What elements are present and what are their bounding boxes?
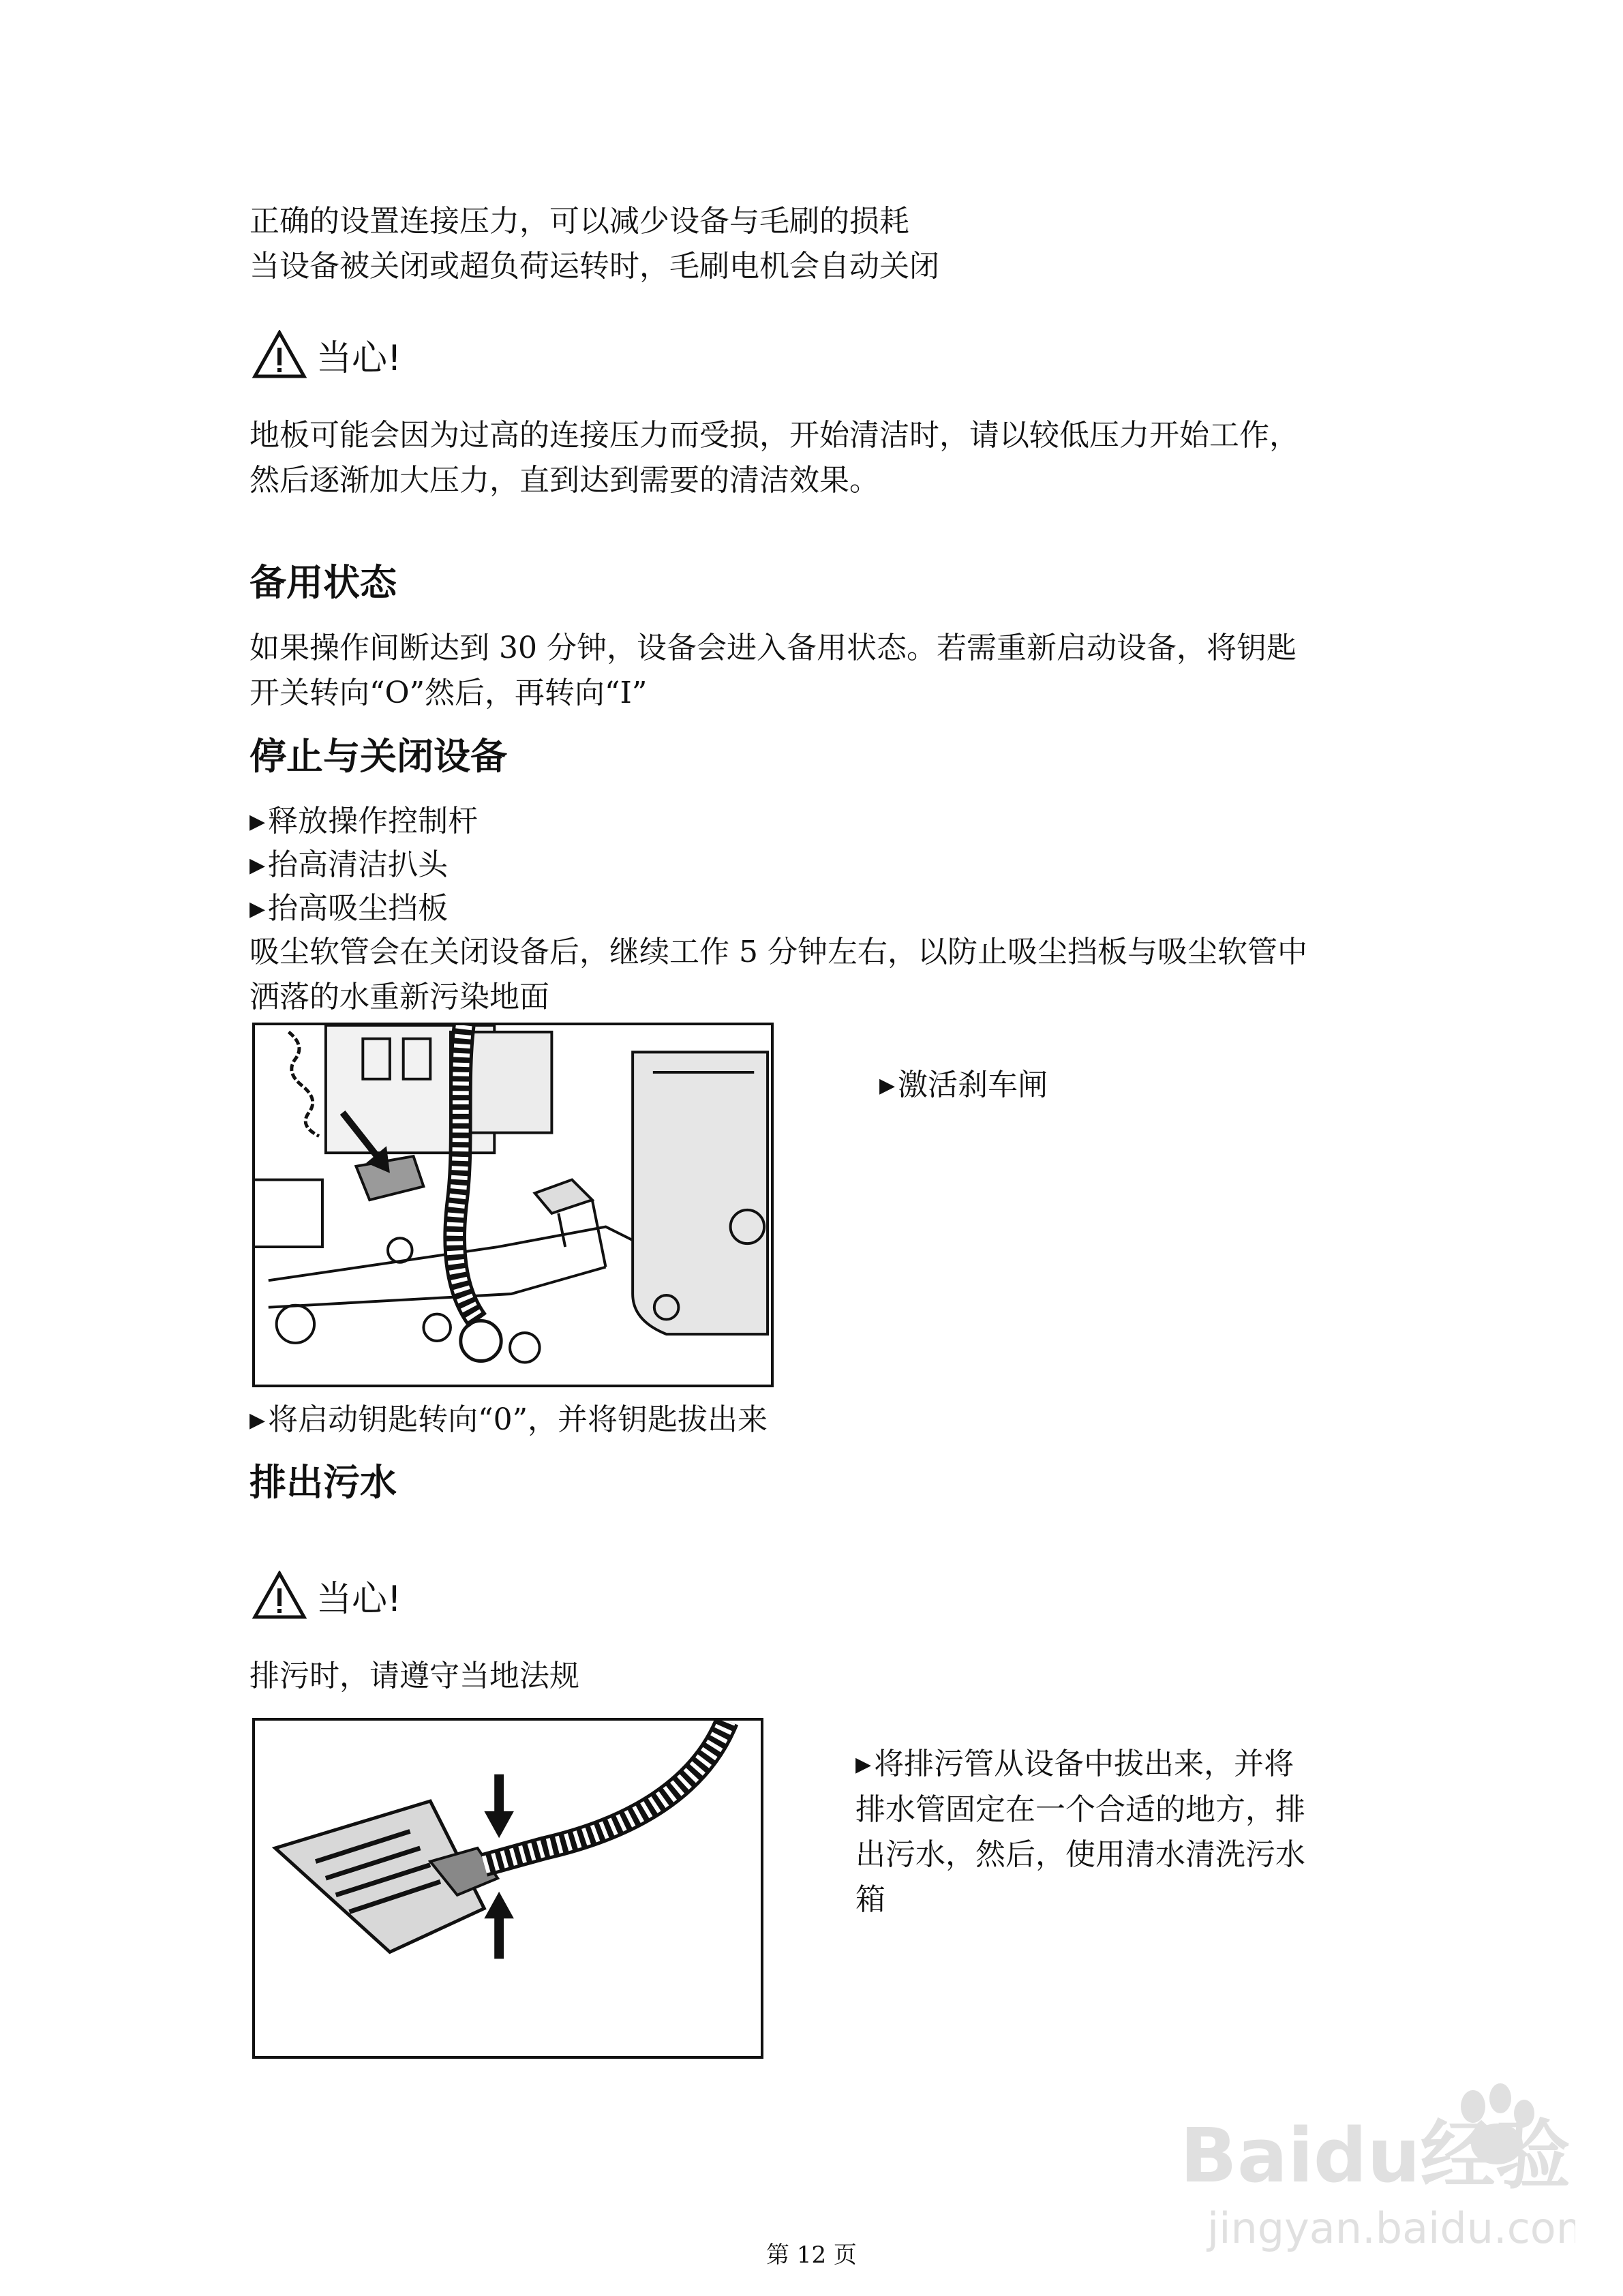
- intro-line-1: 正确的设置连接压力，可以减少设备与毛刷的损耗: [249, 204, 909, 239]
- stop-heading: 停止与关闭设备: [249, 735, 507, 778]
- baidu-watermark: [1180, 2079, 1575, 2256]
- caution-text-1b: 然后逐渐加大压力，直到达到需要的清洁效果。: [249, 463, 879, 498]
- drain-side-line-4: 箱: [855, 1882, 885, 1917]
- stop-text-1: 吸尘软管会在关闭设备后，继续工作 5 分钟左右，以防止吸尘挡板与吸尘软管中: [249, 935, 1307, 969]
- stop-text-2: 洒落的水重新污染地面: [249, 980, 549, 1014]
- caution-label-1: 当心!: [316, 337, 401, 379]
- drain-side-line-2: 排水管固定在一个合适的地方，排: [855, 1792, 1305, 1827]
- watermark-brand: Baidu经验: [1180, 2112, 1571, 2199]
- caution-block-1: [252, 327, 401, 382]
- drain-side-line-3: 出污水，然后，使用清水清洗污水: [855, 1837, 1305, 1872]
- caution-label-2: 当心!: [316, 1578, 401, 1620]
- drain-side-line-1: ▶ 将排污管从设备中拔出来，并将: [855, 1742, 1305, 1787]
- stop-item-1: ▶ 释放操作控制杆: [249, 799, 478, 845]
- watermark-url: jingyan.baidu.com: [1207, 2203, 1575, 2253]
- stop-item-3: ▶ 抬高吸尘挡板: [249, 886, 448, 932]
- side-item-brake: ▶ 激活刹车闸: [879, 1063, 1048, 1108]
- stop-after-item: ▶ 将启动钥匙转向“0”，并将钥匙拔出来: [249, 1398, 768, 1443]
- brake-pedal-illustration: [252, 1023, 774, 1387]
- drain-note: 排污时，请遵守当地法规: [249, 1659, 579, 1693]
- standby-heading: 备用状态: [249, 561, 397, 604]
- page-number: 第 12 页: [766, 2241, 857, 2269]
- stop-item-2: ▶ 抬高清洁扒头: [249, 843, 448, 888]
- standby-text-2: 开关转向“O”然后，再转向“I”: [249, 676, 648, 710]
- caution-block-2: [252, 1568, 401, 1622]
- drain-hose-illustration: [252, 1718, 763, 2059]
- intro-line-2: 当设备被关闭或超负荷运转时，毛刷电机会自动关闭: [249, 249, 939, 284]
- caution-text-1a: 地板可能会因为过高的连接压力而受损，开始清洁时，请以较低压力开始工作，: [249, 418, 1299, 453]
- standby-text-1: 如果操作间断达到 30 分钟，设备会进入备用状态。若需重新启动设备，将钥匙: [249, 631, 1296, 665]
- warning-triangle-icon: [252, 330, 307, 379]
- drain-heading: 排出污水: [249, 1461, 397, 1504]
- drain-side-text: [855, 1742, 1305, 1922]
- warning-triangle-icon: [252, 1571, 307, 1620]
